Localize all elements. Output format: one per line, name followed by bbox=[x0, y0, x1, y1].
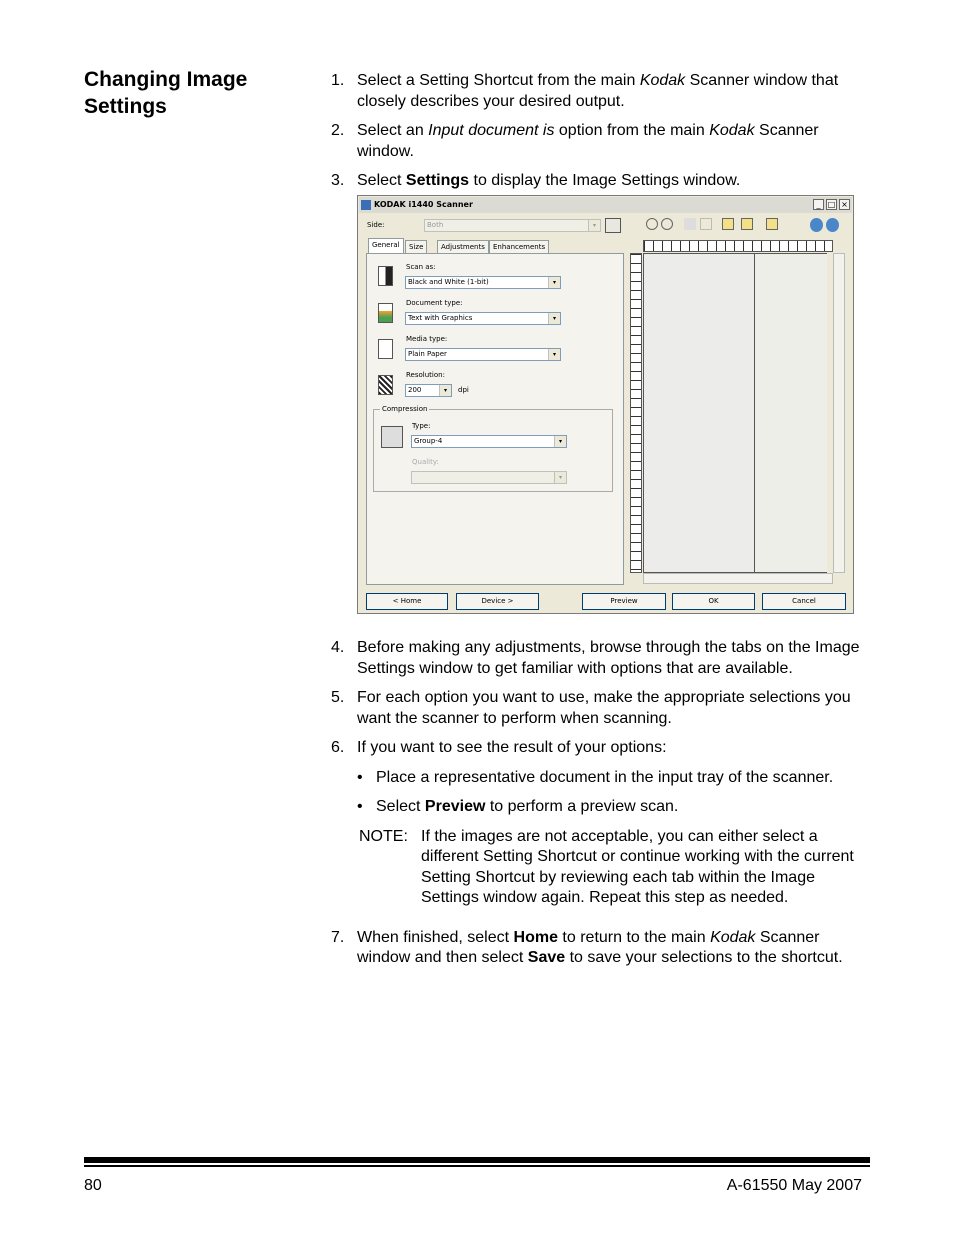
media-type-icon bbox=[378, 339, 393, 359]
scan-as-icon bbox=[378, 266, 393, 286]
horizontal-ruler bbox=[643, 240, 833, 252]
save-term: Save bbox=[527, 949, 566, 966]
document-type-value: Text with Graphics bbox=[408, 314, 473, 322]
preview-background bbox=[755, 253, 827, 573]
step-number: 7. bbox=[331, 928, 345, 946]
ok-button[interactable]: OK bbox=[672, 593, 755, 610]
document-type-label: Document type: bbox=[406, 299, 463, 307]
step-text: to save your selections to the shortcut. bbox=[565, 949, 843, 966]
zoom-out-icon[interactable] bbox=[661, 218, 673, 230]
step-number: 3. bbox=[331, 172, 345, 189]
media-type-value: Plain Paper bbox=[408, 350, 447, 358]
chevron-down-icon: ▾ bbox=[548, 313, 560, 324]
horizontal-scrollbar[interactable] bbox=[643, 573, 833, 584]
select-icon[interactable] bbox=[700, 218, 712, 230]
type-label: Type: bbox=[412, 422, 431, 430]
footer-rule-thin bbox=[84, 1165, 870, 1167]
document-reference: A-61550 May 2007 bbox=[726, 1177, 862, 1194]
step-5 bbox=[331, 688, 876, 729]
context-help-icon[interactable] bbox=[826, 218, 839, 232]
step-number: 5. bbox=[331, 689, 345, 706]
scan-as-select[interactable] bbox=[405, 276, 561, 289]
step-number: 6. bbox=[331, 739, 345, 756]
chevron-down-icon: ▾ bbox=[588, 220, 600, 231]
help-icon[interactable] bbox=[810, 218, 823, 232]
step-text: Select a Setting Shortcut from the main bbox=[357, 72, 640, 89]
document-type-icon bbox=[378, 303, 393, 323]
brand-name: Kodak bbox=[639, 72, 686, 89]
footer-rule-thick bbox=[84, 1157, 870, 1163]
step-2 bbox=[331, 121, 876, 162]
chevron-down-icon: ▾ bbox=[439, 385, 451, 396]
step-text: Select bbox=[357, 172, 406, 189]
step-text: Select an bbox=[357, 122, 429, 139]
note-label: NOTE: bbox=[359, 827, 408, 845]
chevron-down-icon: ▾ bbox=[554, 436, 566, 447]
preview-button[interactable]: Preview bbox=[582, 593, 666, 610]
compression-type-value: Group-4 bbox=[414, 437, 443, 445]
step-number: 2. bbox=[331, 122, 345, 139]
side-settings-icon[interactable] bbox=[605, 218, 621, 233]
page-front-icon[interactable] bbox=[722, 218, 734, 230]
step-text: to return to the main bbox=[557, 928, 711, 946]
step-text: Scanner window. bbox=[357, 122, 819, 160]
home-button[interactable]: < Home bbox=[366, 593, 448, 610]
page-number: 80 bbox=[84, 1177, 102, 1194]
chevron-down-icon: ▾ bbox=[548, 349, 560, 360]
cancel-button[interactable]: Cancel bbox=[762, 593, 846, 610]
step-text: Scanner window and then select bbox=[357, 928, 820, 966]
minimize-button[interactable]: _ bbox=[813, 199, 824, 210]
quality-select[interactable] bbox=[411, 471, 567, 484]
option-name: Input document is bbox=[428, 122, 555, 139]
title-bar bbox=[359, 197, 852, 213]
chevron-down-icon: ▾ bbox=[554, 472, 566, 483]
step-text: Before making any adjustments, browse through the tabs on the Image Settings window to get familiar with options that are available. bbox=[357, 639, 860, 677]
step-4 bbox=[331, 638, 876, 679]
side-value: Both bbox=[427, 221, 444, 229]
zoom-in-icon[interactable] bbox=[646, 218, 658, 230]
bullet-item bbox=[331, 797, 876, 818]
document-type-select[interactable] bbox=[405, 312, 561, 325]
side-select[interactable] bbox=[424, 219, 601, 232]
maximize-button[interactable]: □ bbox=[827, 200, 836, 209]
step-7 bbox=[331, 928, 876, 969]
resolution-icon bbox=[378, 375, 393, 395]
image-settings-window bbox=[357, 195, 854, 614]
vertical-ruler bbox=[630, 253, 642, 573]
resolution-value: 200 bbox=[408, 386, 422, 394]
resolution-label: Resolution: bbox=[406, 371, 445, 379]
close-button[interactable]: × bbox=[839, 199, 850, 210]
tab-general[interactable]: General bbox=[368, 238, 404, 253]
preview-image-area bbox=[643, 253, 755, 573]
bullet-glyph: • bbox=[357, 768, 363, 786]
brand-name: Kodak bbox=[709, 122, 755, 139]
step-text: option from the main bbox=[554, 122, 710, 139]
brand-name: Kodak bbox=[710, 928, 756, 946]
step-1 bbox=[331, 71, 876, 112]
step-text: to display the Image Settings window. bbox=[469, 172, 741, 189]
step-text: When finished, select bbox=[357, 928, 514, 946]
bullet-text: Place a representative document in the input tray of the scanner. bbox=[376, 768, 834, 786]
tab-size[interactable]: Size bbox=[405, 240, 427, 253]
step-text: For each option you want to use, make the appropriate selections you want the scanner to perform when scanning. bbox=[357, 689, 851, 727]
step-number: 1. bbox=[331, 72, 345, 89]
step-number: 4. bbox=[331, 639, 345, 656]
settings-term: Settings bbox=[405, 172, 470, 189]
step-text: If you want to see the result of your options: bbox=[357, 739, 667, 756]
note bbox=[331, 827, 876, 909]
scan-as-value: Black and White (1-bit) bbox=[408, 278, 489, 286]
compression-icon bbox=[381, 426, 403, 448]
compression-label: Compression bbox=[382, 405, 428, 413]
chevron-down-icon: ▾ bbox=[548, 277, 560, 288]
steps-list-continued bbox=[331, 638, 876, 978]
app-icon bbox=[361, 200, 371, 210]
step-3 bbox=[331, 171, 876, 192]
bullet-glyph: • bbox=[357, 798, 363, 815]
quality-label: Quality: bbox=[412, 458, 439, 466]
tab-adjustments[interactable]: Adjustments bbox=[437, 240, 489, 253]
preview-term: Preview bbox=[424, 798, 486, 815]
bullet-text: to perform a preview scan. bbox=[485, 798, 679, 815]
home-term: Home bbox=[513, 928, 558, 946]
vertical-scrollbar[interactable] bbox=[833, 253, 845, 573]
bullet-text: Select bbox=[376, 798, 425, 815]
window-title: KODAK i1440 Scanner bbox=[374, 200, 473, 209]
bullet-item bbox=[331, 768, 876, 789]
steps-list bbox=[331, 71, 876, 201]
side-label: Side: bbox=[367, 221, 385, 229]
note-text: If the images are not acceptable, you can either select a different Setting Shortcut or continue working with the current Setting Shortcut by reviewing each tab within the Image Settings window again. Repeat this step as needed. bbox=[421, 827, 854, 906]
pan-icon[interactable] bbox=[684, 218, 696, 230]
scan-icon[interactable] bbox=[766, 218, 778, 230]
step-text: Scanner window that closely describes your desired output. bbox=[357, 72, 839, 110]
scan-as-label: Scan as: bbox=[406, 263, 436, 271]
compression-type-select[interactable] bbox=[411, 435, 567, 448]
media-type-select[interactable] bbox=[405, 348, 561, 361]
media-type-label: Media type: bbox=[406, 335, 448, 343]
page-back-icon[interactable] bbox=[741, 218, 753, 230]
device-button[interactable]: Device > bbox=[456, 593, 539, 610]
tab-enhancements[interactable]: Enhancements bbox=[489, 240, 549, 253]
section-heading: Changing Image Settings bbox=[84, 68, 248, 118]
step-6 bbox=[331, 738, 876, 759]
resolution-select[interactable] bbox=[405, 384, 452, 397]
resolution-unit: dpi bbox=[458, 386, 469, 394]
